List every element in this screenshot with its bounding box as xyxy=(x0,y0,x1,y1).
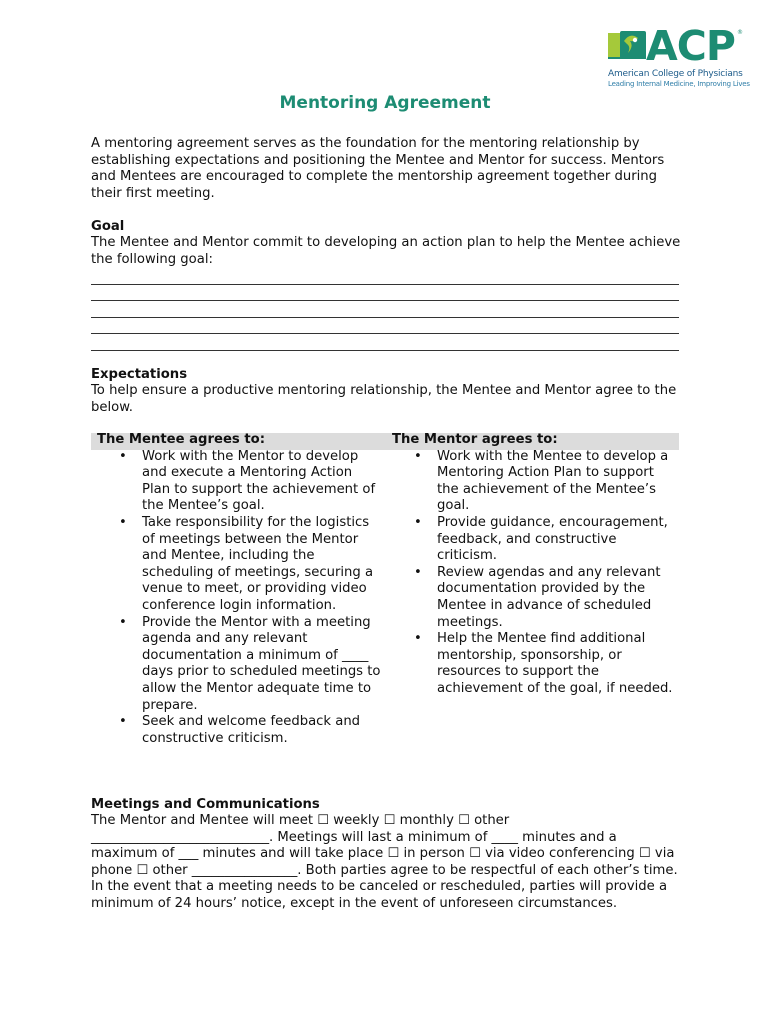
mentee-list xyxy=(97,449,382,748)
bullet: • xyxy=(414,448,422,464)
meetings-text: The Mentor and Mentee will meet ☐ weekly ☐ monthly ☐ other ___________________________. Meetings will last a minimum of ____ minutes and a maximum of ___ minutes and will take place ☐ in person ☐ via video conferencing ☐ via phone ☐ other ________________. Both parties agree to be respectful of each other’s time. In the event that a meeting needs to be canceled or rescheduled, parties will provide a minimum of 24 hours’ notice, except in the event of unforeseen circumstances. xyxy=(91,813,678,911)
goal-blank-line[interactable] xyxy=(91,317,679,318)
list-item xyxy=(97,615,382,715)
intro-paragraph: A mentoring agreement serves as the foundation for the mentoring relationship by establishing expectations and positioning the Mentee and Mentor for success. Mentors and Mentees are encouraged to complete the mentorship agreement together during their first meeting. xyxy=(91,136,665,201)
logo-registered-mark: ® xyxy=(737,29,743,36)
logo-org-name: American College of Physicians xyxy=(608,69,743,79)
list-item-text: Work with the Mentor to develop and execute a Mentoring Action Plan to support the achievement of the Mentee’s goal. xyxy=(142,448,376,514)
logo-wordmark: ACP xyxy=(646,22,735,70)
list-item-text: Seek and welcome feedback and constructive criticism. xyxy=(142,714,361,746)
mentor-list xyxy=(392,449,677,698)
acp-logo-mark-icon xyxy=(608,27,648,67)
goal-text: The Mentee and Mentor commit to developing an action plan to help the Mentee achieve the following goal: xyxy=(91,235,681,267)
list-item xyxy=(392,565,677,631)
list-item xyxy=(392,449,677,515)
mentee-heading: The Mentee agrees to: xyxy=(97,432,265,447)
goal-blank-line[interactable] xyxy=(91,333,679,334)
goal-blank-line[interactable] xyxy=(91,350,679,351)
expectations-heading: Expectations xyxy=(91,367,188,382)
goal-heading: Goal xyxy=(91,219,125,234)
meetings-heading: Meetings and Communications xyxy=(91,797,320,812)
expectations-text: To help ensure a productive mentoring relationship, the Mentee and Mentor agree to the below. xyxy=(91,383,677,415)
list-item xyxy=(97,515,382,615)
list-item-text: Take responsibility for the logistics of meetings between the Mentor and Mentee, including the scheduling of meetings, securing a venue to meet, or providing video conference login information. xyxy=(142,514,374,613)
goal-blank-line[interactable] xyxy=(91,284,679,285)
bullet: • xyxy=(119,514,127,530)
list-item xyxy=(97,449,382,515)
mentee-column xyxy=(97,432,382,747)
goal-blank-line[interactable] xyxy=(91,300,679,301)
bullet: • xyxy=(119,714,127,730)
page-title: Mentoring Agreement xyxy=(279,93,491,113)
list-item-text: Review agendas and any relevant documentation provided by the Mentee in advance of scheduled meetings. xyxy=(437,564,661,630)
list-item-text: Provide the Mentor with a meeting agenda and any relevant documentation a minimum of ____ days prior to scheduled meetings to allow the Mentor adequate time to prepare. xyxy=(142,614,381,713)
bullet: • xyxy=(414,514,422,530)
bullet: • xyxy=(414,631,422,647)
logo-tagline: Leading Internal Medicine, Improving Lives xyxy=(608,80,750,88)
mentor-column xyxy=(392,432,677,698)
list-item xyxy=(97,714,382,747)
bullet: • xyxy=(414,564,422,580)
mentor-heading: The Mentor agrees to: xyxy=(392,432,558,447)
list-item-text: Provide guidance, encouragement, feedback, and constructive criticism. xyxy=(437,514,668,564)
list-item-text: Help the Mentee find additional mentorship, sponsorship, or resources to support the achievement of the goal, if needed. xyxy=(437,631,673,696)
list-item-text: Work with the Mentee to develop a Mentoring Action Plan to support the achievement of the Mentee’s goal. xyxy=(437,448,669,514)
bullet: • xyxy=(119,614,127,630)
acp-logo xyxy=(608,22,750,89)
list-item xyxy=(392,631,677,697)
list-item xyxy=(392,515,677,565)
bullet: • xyxy=(119,448,127,464)
